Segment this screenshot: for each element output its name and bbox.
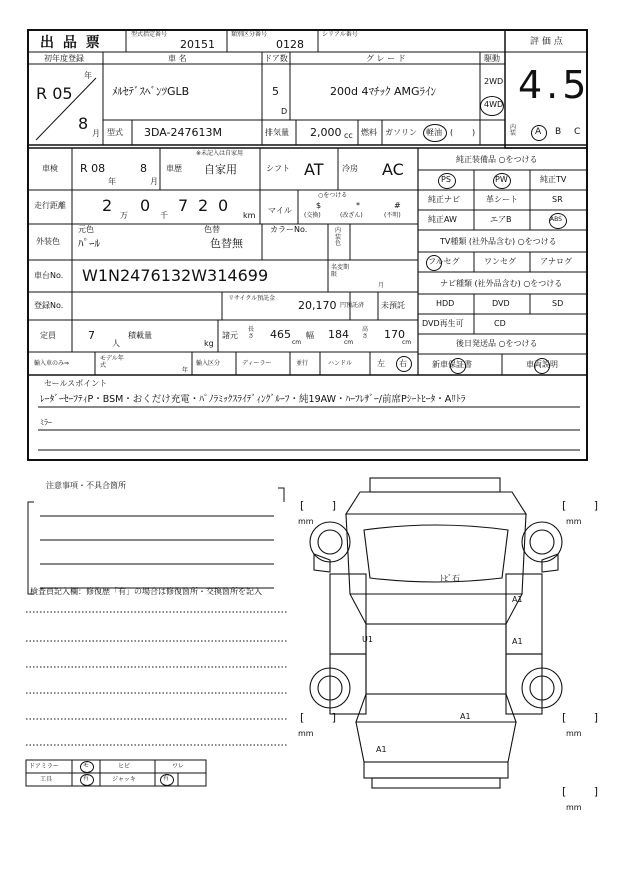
tools-label: 工具 bbox=[40, 776, 53, 783]
sales-point-label: セールスポイント bbox=[44, 379, 108, 388]
model-label: 型式 bbox=[107, 128, 123, 137]
interior-c: C bbox=[574, 127, 581, 137]
car-name: ﾒﾙｾﾃﾞｽﾍﾞﾝﾂGLB bbox=[112, 85, 190, 98]
import-only-label: 輸入車のみ⇒ bbox=[34, 360, 70, 367]
color-change-label: 色替 bbox=[204, 225, 220, 234]
equip-abs: ABS bbox=[550, 216, 562, 223]
history-note: ※未記入は自家用 bbox=[196, 150, 244, 157]
load-unit: kg bbox=[204, 339, 214, 348]
width: 184 bbox=[328, 328, 349, 341]
mm-right-1: mm bbox=[566, 517, 582, 526]
drive-label: 駆動 bbox=[484, 54, 500, 63]
door-count: 5 bbox=[272, 85, 279, 98]
displacement-label: 排気量 bbox=[265, 128, 289, 137]
jack-label: ジャッキ bbox=[112, 776, 136, 783]
load-label: 積載量 bbox=[128, 331, 152, 340]
cc-unit: cc bbox=[344, 131, 353, 140]
interior-b: B bbox=[555, 127, 562, 137]
eval-score: 4.5 bbox=[518, 63, 591, 107]
equip-pw: PW bbox=[495, 175, 508, 184]
fuel-diesel: 軽油 bbox=[426, 128, 442, 137]
inspector-label: 検査員記入欄：修復歴「有」の場合は修復箇所・交換箇所を記入 bbox=[30, 587, 262, 596]
later-manual: 車両説明 bbox=[526, 360, 558, 369]
mm-left-2: mm bbox=[298, 729, 314, 738]
color-change: 色替無 bbox=[210, 237, 243, 250]
width-unit: cm bbox=[344, 339, 354, 346]
shift-label: シフト bbox=[266, 164, 290, 173]
shaken-month: 8 bbox=[140, 162, 147, 175]
tv-analog: アナログ bbox=[540, 257, 572, 266]
grade: 200d 4ﾏﾁｯｸ AMGﾗｲﾝ bbox=[330, 85, 437, 98]
equip-leather: 革シート bbox=[486, 195, 518, 204]
name-change-month: 月 bbox=[378, 282, 385, 289]
first-reg-year-unit: 年 bbox=[84, 71, 92, 80]
model-year-unit: 年 bbox=[182, 367, 189, 374]
circle-note: ○をつける bbox=[318, 192, 348, 199]
interior-a: A bbox=[535, 127, 542, 137]
shaken-label: 車検 bbox=[42, 164, 58, 173]
fuel-paren-close: ) bbox=[472, 128, 476, 137]
mileage-digit-2: 2 bbox=[198, 196, 209, 215]
first-reg-year: R 05 bbox=[36, 84, 73, 103]
model-year-label: モデル年式 bbox=[100, 355, 124, 370]
exchange-label: (交換) bbox=[304, 212, 321, 219]
mm-right-2: mm bbox=[566, 729, 582, 738]
length-unit: cm bbox=[292, 339, 302, 346]
shaken-month-unit: 月 bbox=[150, 177, 158, 186]
km-unit: km bbox=[243, 211, 256, 220]
mileage-digit-3: 0 bbox=[218, 196, 229, 215]
tv-fullseg: フルセグ bbox=[428, 257, 460, 266]
orig-color: ﾊﾟｰﾙ bbox=[78, 237, 100, 250]
serial-label: シリアル番号 bbox=[322, 31, 358, 38]
chassis-label: 車台No. bbox=[34, 271, 64, 280]
length: 465 bbox=[270, 328, 291, 341]
equip-tv: 純正TV bbox=[540, 175, 567, 184]
class-no: 0128 bbox=[276, 38, 304, 51]
mileage-ten-thousands: 2 bbox=[102, 196, 113, 215]
mileage-sen-unit: 千 bbox=[160, 211, 168, 220]
notes-label: 注意事項・不具合箇所 bbox=[46, 481, 126, 490]
mileage-digit-1: 7 bbox=[178, 196, 189, 215]
history: 自家用 bbox=[204, 163, 237, 176]
damage-mark-right-rear: A1 bbox=[512, 637, 523, 646]
class-no-label: 類別区分番号 bbox=[231, 31, 268, 38]
recycle-amount: 20,170 bbox=[298, 299, 337, 312]
equip-ps: PS bbox=[441, 175, 451, 184]
navi-type-title: ナビ種類 (社外品含む) ○をつける bbox=[440, 279, 563, 288]
displacement: 2,000 bbox=[310, 126, 342, 139]
width-label: 幅 bbox=[306, 331, 314, 340]
navi-dvd: DVD bbox=[492, 299, 510, 308]
mileage-thousands: 0 bbox=[140, 196, 151, 215]
bracket-left-2: [ ] bbox=[300, 711, 349, 724]
unknown-mark: # bbox=[394, 201, 401, 210]
capacity-unit: 人 bbox=[112, 339, 120, 348]
drive-4wd: 4WD bbox=[484, 100, 504, 109]
tv-type-title: TV種類 (社外品含む) ○をつける bbox=[440, 237, 557, 246]
cert-no-label: 型式指定番号 bbox=[131, 31, 168, 38]
height-unit: cm bbox=[402, 339, 412, 346]
bracket-left-1: [ ] bbox=[300, 499, 349, 512]
mirror-motor: モ bbox=[83, 762, 90, 769]
mirror-hibi: ヒビ bbox=[118, 763, 131, 770]
tv-oneseg: ワンセグ bbox=[484, 257, 516, 266]
first-reg-month-unit: 月 bbox=[92, 129, 100, 138]
equipment-title: 純正装備品 ○をつける bbox=[456, 155, 538, 164]
damage-mark-chip: ﾄﾋﾞ石 bbox=[440, 574, 460, 583]
handle-left: 左 bbox=[377, 359, 385, 368]
import-class-label: 輸入区分 bbox=[196, 360, 221, 367]
capacity: 7 bbox=[88, 329, 95, 342]
mile-label: マイル bbox=[268, 206, 292, 215]
jack-yes: 有 bbox=[163, 775, 170, 782]
bracket-right-3: [ ] bbox=[562, 785, 611, 798]
damage-mark-roof: U1 bbox=[362, 635, 373, 644]
height-label: 高さ bbox=[362, 326, 369, 341]
equip-sr: SR bbox=[552, 195, 563, 204]
mileage-label: 走行距離 bbox=[34, 201, 66, 210]
cooler-label: 冷房 bbox=[342, 164, 358, 173]
cert-no: 20151 bbox=[180, 38, 215, 51]
navi-dvd-play: DVD再生可 bbox=[422, 319, 464, 328]
import-dealer: ディーラー bbox=[242, 360, 272, 367]
handle-right: 右 bbox=[399, 359, 407, 368]
sales-point-line-1: ﾚｰﾀﾞｰｾｰﾌﾃｨP・BSM・おくだけ充電・ﾊﾟﾉﾗﾐｯｸｽﾗｲﾃﾞｨﾝｸﾞﾙｰﾌ・純19AW・ﾊｰﾌﾚｻﾞｰ/前席Pｼｰﾄﾋｰﾀ・Aﾘﾄﾗ bbox=[40, 394, 466, 405]
first-reg-label: 初年度登録 bbox=[44, 54, 84, 63]
bracket-right-1: [ ] bbox=[562, 499, 611, 512]
interior-color-label: 内装色 bbox=[335, 227, 342, 248]
shaken-year-unit: 年 bbox=[108, 177, 116, 186]
mileage-man-unit: 万 bbox=[120, 211, 128, 220]
unknown-label: (不明) bbox=[384, 212, 401, 219]
mm-right-3: mm bbox=[566, 803, 582, 812]
handle-label: ハンドル bbox=[328, 360, 353, 367]
name-change-label: 名変期限 bbox=[331, 264, 350, 279]
mirror-ware: ワレ bbox=[172, 763, 185, 770]
orig-color-label: 元色 bbox=[78, 225, 94, 234]
door-mirror-label: ドアミラー bbox=[29, 763, 59, 770]
damage-mark-right-front: A1 bbox=[512, 595, 523, 604]
shaken-era: R 08 bbox=[80, 162, 106, 175]
damage-mark-rear-bumper: A1 bbox=[376, 745, 387, 754]
damage-mark-trunk: A1 bbox=[460, 712, 471, 721]
tamper-label: (改ざん) bbox=[340, 212, 363, 219]
tools-yes: 有 bbox=[83, 775, 90, 782]
first-reg-month: 8 bbox=[78, 114, 89, 133]
bracket-right-2: [ ] bbox=[562, 711, 611, 724]
color-no-label: カラーNo. bbox=[270, 225, 308, 234]
exchange-mark: $ bbox=[316, 201, 322, 210]
cooler: AC bbox=[382, 160, 404, 179]
dims-label: 諸元 bbox=[222, 331, 238, 340]
recycle-label: リサイクル預託金 bbox=[228, 295, 276, 302]
model: 3DA-247613M bbox=[144, 126, 223, 139]
grade-label: グ レ ー ド bbox=[366, 54, 406, 63]
not-deposited: 未預託 bbox=[381, 301, 405, 310]
navi-cd: CD bbox=[494, 319, 506, 328]
form-title: 出 品 票 bbox=[40, 35, 102, 51]
navi-sd: SD bbox=[552, 299, 564, 308]
recycle-unit: 円預託済 bbox=[340, 302, 365, 309]
height: 170 bbox=[384, 328, 405, 341]
equip-aw: 純正AW bbox=[428, 215, 457, 224]
fuel-paren-open: ( bbox=[450, 128, 454, 137]
eval-label: 評 価 点 bbox=[530, 37, 563, 47]
later-ship-title: 後日発送品 ○をつける bbox=[456, 339, 538, 348]
navi-hdd: HDD bbox=[436, 299, 455, 308]
door-d: D bbox=[281, 107, 288, 116]
equip-navi: 純正ナビ bbox=[428, 195, 460, 204]
tamper-mark: * bbox=[356, 201, 360, 210]
drive-2wd: 2WD bbox=[484, 77, 504, 86]
chassis-number: W1N2476132W314699 bbox=[82, 266, 269, 285]
exterior-label: 外装色 bbox=[36, 237, 60, 246]
car-damage-diagram bbox=[290, 474, 590, 814]
reg-label: 登録No. bbox=[34, 301, 64, 310]
capacity-label: 定員 bbox=[40, 331, 56, 340]
shift: AT bbox=[304, 160, 324, 179]
carname-label: 車 名 bbox=[168, 54, 187, 63]
fuel-label: 燃料 bbox=[361, 128, 377, 137]
fuel-gasoline: ガソリン bbox=[385, 128, 417, 137]
import-parallel: 並行 bbox=[296, 360, 309, 367]
interior-label: 内装 bbox=[510, 124, 517, 137]
equip-airbag: エアB bbox=[490, 215, 512, 224]
length-label: 長さ bbox=[248, 326, 255, 341]
history-label: 車歴 bbox=[166, 164, 182, 173]
mm-left-1: mm bbox=[298, 517, 314, 526]
sales-point-line-2: ﾐﾗｰ bbox=[40, 418, 52, 427]
doors-label: ドア数 bbox=[264, 54, 288, 63]
later-warranty: 新車保証書 bbox=[432, 360, 472, 369]
